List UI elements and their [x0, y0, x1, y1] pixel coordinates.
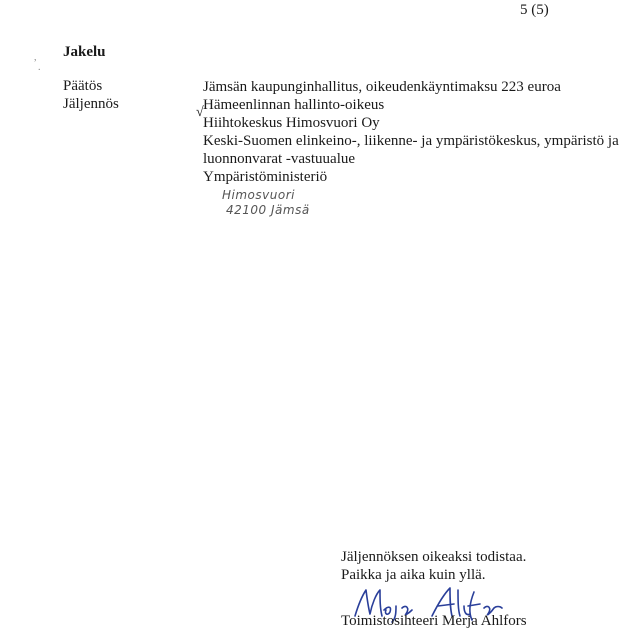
recipient-line: Ympäristöministeriö — [203, 169, 328, 185]
page-number: 5 (5) — [520, 2, 549, 18]
section-heading: Jakelu — [63, 44, 106, 60]
label-copy: Jäljennös — [63, 96, 119, 112]
recipient-line: Hämeenlinnan hallinto-oikeus — [203, 97, 385, 113]
recipient-line: Keski-Suomen elinkeino-, liikenne- ja ympäristökeskus, ympäristö ja — [203, 133, 619, 149]
label-decision: Päätös — [63, 78, 103, 94]
recipient-line: Hiihtokeskus Himosvuori Oy — [203, 115, 380, 131]
handwritten-address-line1: Himosvuori — [222, 188, 295, 202]
signer-name: Toimistosihteeri Merja Ahlfors — [341, 613, 527, 629]
scan-speck: , — [34, 52, 37, 63]
certification-line2: Paikka ja aika kuin yllä. — [341, 567, 486, 583]
handwritten-address-line2: 42100 Jämsä — [226, 203, 310, 217]
scan-speck: . — [38, 62, 41, 73]
recipient-line: luonnonvarat -vastuualue — [203, 151, 356, 167]
recipient-line: Jämsän kaupunginhallitus, oikeudenkäyntimaksu 223 euroa — [203, 79, 561, 95]
certification-line1: Jäljennöksen oikeaksi todistaa. — [341, 549, 527, 565]
check-mark: √ — [196, 105, 204, 120]
